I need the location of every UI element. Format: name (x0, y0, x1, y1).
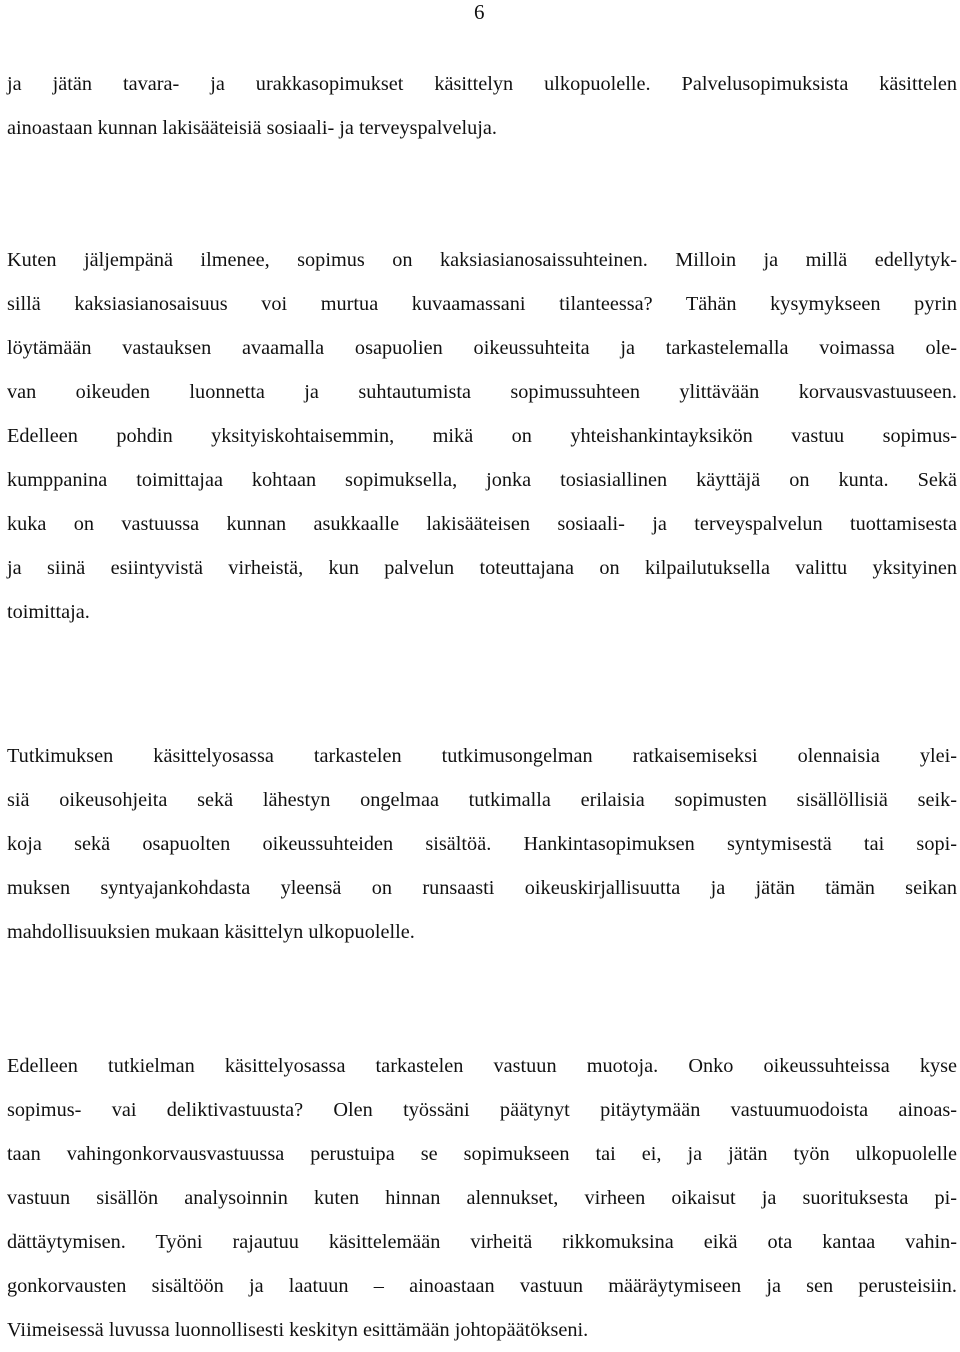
text-line: van oikeuden luonnetta ja suhtautumista sopimussuhteen ylittävään korvausvastuuseen. (7, 381, 957, 403)
text-line: ja jätän tavara- ja urakkasopimukset käsittelyn ulkopuolelle. Palvelusopimuksista käsittelen (7, 73, 957, 95)
text-line: kumppanina toimittajaa kohtaan sopimuksella, jonka tosiasiallinen käyttäjä on kunta. Sekä (7, 469, 957, 491)
text-line: kuka on vastuussa kunnan asukkaalle lakisääteisen sosiaali- ja terveyspalvelun tuottamisesta (7, 513, 957, 535)
paragraph-2 (0, 238, 960, 634)
text-line: Tutkimuksen käsittelyosassa tarkastelen tutkimusongelman ratkaisemiseksi olennaisia ylei- (7, 745, 957, 767)
text-line: taan vahingonkorvausvastuussa perustuipa se sopimukseen tai ei, ja jätän työn ulkopuolelle (7, 1143, 957, 1165)
text-line: gonkorvausten sisältöön ja laatuun – ainoastaan vastuun määräytymiseen ja sen perusteisiin. (7, 1275, 957, 1297)
text-line: siä oikeusohjeita sekä lähestyn ongelmaa tutkimalla erilaisia sopimusten sisällöllisiä seik- (7, 789, 957, 811)
text-line: mahdollisuuksien mukaan käsittelyn ulkopuolelle. (7, 921, 415, 943)
text-line: Viimeisessä luvussa luonnollisesti keskityn esittämään johtopäätökseni. (7, 1319, 589, 1341)
text-line: Edelleen pohdin yksityiskohtaisemmin, mikä on yhteishankintayksikön vastuu sopimus- (7, 425, 957, 447)
text-line: dättäytymisen. Työni rajautuu käsittelemään virheitä rikkomuksina eikä ota kantaa vahin- (7, 1231, 957, 1253)
paragraph-4 (0, 1044, 960, 1352)
paragraph-3 (0, 734, 960, 954)
text-line: Kuten jäljempänä ilmenee, sopimus on kaksiasianosaissuhteinen. Milloin ja millä edellytyk- (7, 249, 957, 271)
text-line: ainoastaan kunnan lakisääteisiä sosiaali- ja terveyspalveluja. (7, 117, 497, 139)
text-line: sillä kaksiasianosaisuus voi murtua kuvaamassani tilanteessa? Tähän kysymykseen pyrin (7, 293, 957, 315)
text-line: sopimus- vai deliktivastuusta? Olen työssäni päätynyt pitäytymään vastuumuodoista ainoas- (7, 1099, 957, 1121)
text-line: muksen syntyajankohdasta yleensä on runsaasti oikeuskirjallisuutta ja jätän tämän seikan (7, 877, 957, 899)
text-line: löytämään vastauksen avaamalla osapuolien oikeussuhteita ja tarkastelemalla voimassa ole- (7, 337, 957, 359)
text-line: toimittaja. (7, 601, 90, 623)
text-line: ja siinä esiintyvistä virheistä, kun palvelun toteuttajana on kilpailutuksella valittu yksityinen (7, 557, 957, 579)
paragraph-1 (0, 62, 960, 150)
page-number: 6 (474, 0, 485, 24)
text-line: koja sekä osapuolten oikeussuhteiden sisältöä. Hankintasopimuksen syntymisestä tai sopi- (7, 833, 957, 855)
text-line: vastuun sisällön analysoinnin kuten hinnan alennukset, virheen oikaisut ja suorituksesta pi- (7, 1187, 957, 1209)
text-line: Edelleen tutkielman käsittelyosassa tarkastelen vastuun muotoja. Onko oikeussuhteissa kyse (7, 1055, 957, 1077)
